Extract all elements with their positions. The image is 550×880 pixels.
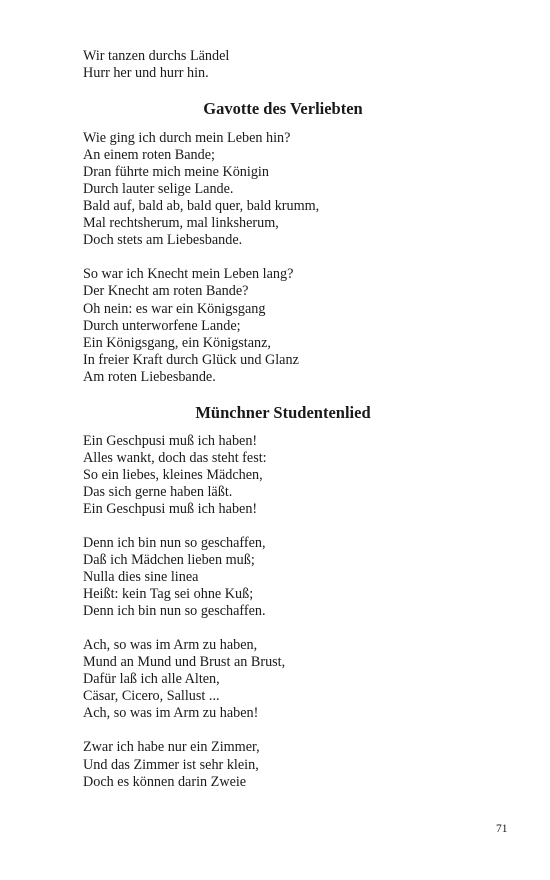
poem-title-studentenlied: Münchner Studentenlied	[195, 402, 371, 422]
poem-line: Der Knecht am roten Bande?	[83, 283, 249, 300]
studentenlied-stanza-2	[83, 535, 483, 620]
poem-line: So war ich Knecht mein Leben lang?	[83, 266, 294, 283]
poem-line: Hurr her und hurr hin.	[83, 65, 209, 82]
poem-line: Zwar ich habe nur ein Zimmer,	[83, 739, 260, 756]
poem-line: Denn ich bin nun so geschaffen,	[83, 534, 266, 551]
gavotte-stanza-2	[83, 266, 483, 385]
intro-stanza	[83, 48, 483, 82]
poem-line: Durch lauter selige Lande.	[83, 181, 234, 198]
poem-line: Das sich gerne haben läßt.	[83, 483, 233, 500]
poem-line: Dran führte mich meine Königin	[83, 164, 269, 181]
poem-line: So ein liebes, kleines Mädchen,	[83, 466, 263, 483]
poem-line: Durch unterworfene Lande;	[83, 317, 241, 334]
studentenlied-stanza-1	[83, 433, 483, 518]
poem-line: Heißt: kein Tag sei ohne Kuß;	[83, 586, 254, 603]
poem-line: Ach, so was im Arm zu haben,	[83, 637, 258, 654]
studentenlied-stanza-4	[83, 739, 483, 790]
poem-line: Und das Zimmer ist sehr klein,	[83, 756, 259, 773]
poem-line: Wir tanzen durchs Ländel	[83, 48, 230, 64]
poem-line: Ein Geschpusi muß ich haben!	[83, 500, 258, 517]
poem-line: Ein Königsgang, ein Königstanz,	[83, 334, 271, 351]
poem-line: Wie ging ich durch mein Leben hin?	[83, 130, 291, 147]
poem-line: Ein Geschpusi muß ich haben!	[83, 432, 258, 449]
gavotte-stanza-1	[83, 130, 483, 249]
poem-line: Mal rechtsherum, mal linksherum,	[83, 215, 279, 232]
poem-line: Ach, so was im Arm zu haben!	[83, 705, 259, 722]
poem-line: Dafür laß ich alle Alten,	[83, 671, 220, 688]
text-column	[83, 48, 483, 791]
poem-line: Alles wankt, doch das steht fest:	[83, 449, 267, 466]
poem-line: Nulla dies sine linea	[83, 569, 199, 586]
poem-line: Am roten Liebesbande.	[83, 368, 216, 385]
poem-title-gavotte: Gavotte des Verliebten	[203, 99, 363, 119]
poem-line: Mund an Mund und Brust an Brust,	[83, 654, 286, 671]
poem-line: Bald auf, bald ab, bald quer, bald krumm,	[83, 198, 320, 215]
poem-line: Daß ich Mädchen lieben muß;	[83, 552, 255, 569]
poem-line: In freier Kraft durch Glück und Glanz	[83, 351, 299, 368]
poem-line: Oh nein: es war ein Königsgang	[83, 300, 266, 317]
poem-line: Denn ich bin nun so geschaffen.	[83, 603, 266, 620]
studentenlied-stanza-3	[83, 637, 483, 722]
poem-line: Doch es können darin Zweie	[83, 773, 247, 790]
page-number: 71	[496, 823, 508, 835]
poem-line: An einem roten Bande;	[83, 147, 215, 164]
poem-line: Cäsar, Cicero, Sallust ...	[83, 688, 220, 705]
poem-line: Doch stets am Liebesbande.	[83, 232, 243, 249]
